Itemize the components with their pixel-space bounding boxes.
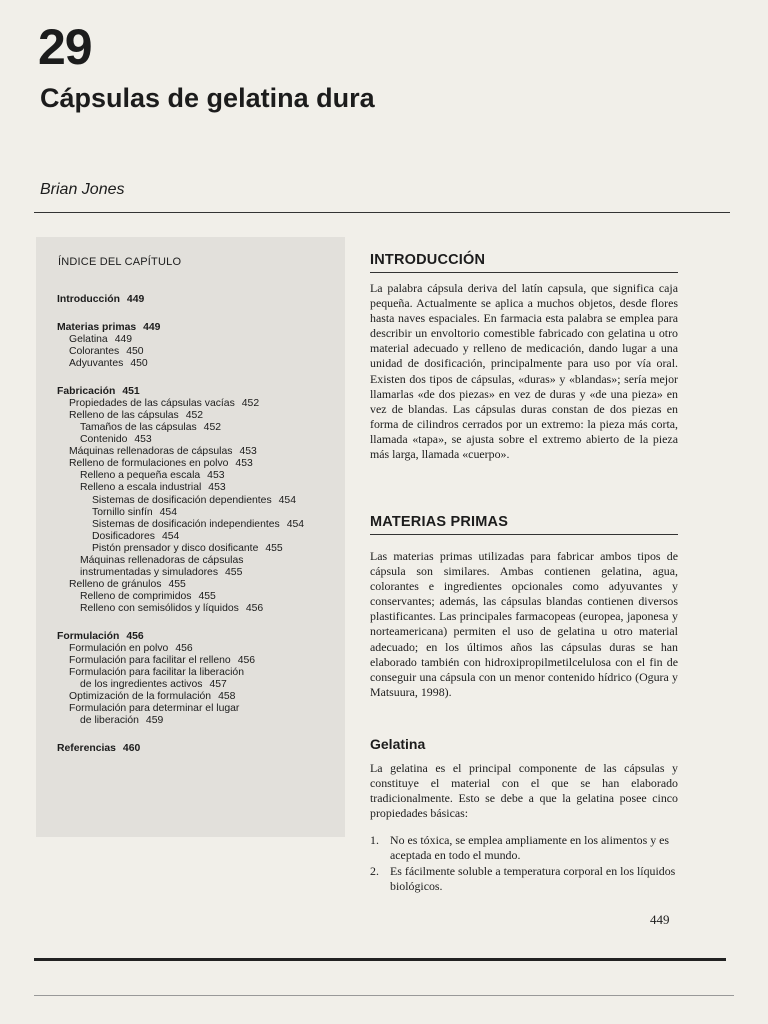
chapter-index-entry: de los ingredientes activos 457 <box>80 679 227 690</box>
list-item: 1. No es tóxica, se emplea ampliamente en los alimentos y es aceptada en todo el mundo. <box>370 833 670 863</box>
chapter-index-entry: Adyuvantes 450 <box>69 358 148 369</box>
chapter-index-entry: Relleno de formulaciones en polvo 453 <box>69 458 253 469</box>
intro-paragraph: La palabra cápsula deriva del latín capsula, que significa caja pequeña. Actualmente se aplica a muchos objetos, desde flores hasta naves espaciales. En farmacia esta palabra se emplea para describir un envoltorio comestible fabricado con gelatina u otro material adecuado y relleno de medicación, dando lugar a una unidad de dosificación, principalmente para uso por vía oral. Existen dos tipos de cápsulas, «duras» y «blandas»; sería mejor llamarlas «de dos piezas» en vez de duras y «de una pieza» en vez de blandas. Las cápsulas duras constan de dos piezas en forma de cilindros cerrados por un extremo: la pieza más corta, llamada «tapa», se ajusta sobre el extremo abierto de la pieza más larga, llamada «cuerpo». <box>370 281 678 462</box>
chapter-index-entry: Referencias 460 <box>57 743 141 754</box>
header-divider <box>34 212 730 213</box>
chapter-index-entry: Materias primas 449 <box>57 322 161 333</box>
chapter-index-entry: Relleno con semisólidos y líquidos 456 <box>80 603 264 614</box>
chapter-index-entry: instrumentadas y simuladores 455 <box>80 567 243 578</box>
gelatina-paragraph: La gelatina es el principal componente de las cápsulas y constituye el material con el que se han elaborado tradicionalmente. Esto se debe a que la gelatina posee cinco propiedades básicas: <box>370 761 678 821</box>
chapter-index-entry: Máquinas rellenadoras de cápsulas 453 <box>69 446 257 457</box>
list-item: 2. Es fácilmente soluble a temperatura corporal en los líquidos biológicos. <box>370 864 676 894</box>
chapter-index-entry: Introducción 449 <box>57 294 145 305</box>
chapter-index-entry: Contenido 453 <box>80 434 152 445</box>
chapter-index-entry: Optimización de la formulación 458 <box>69 691 236 702</box>
chapter-index-entry: Pistón prensador y disco dosificante 455 <box>92 543 283 554</box>
gelatina-properties-list <box>370 833 678 895</box>
chapter-index-entry: Relleno de gránulos 455 <box>69 579 186 590</box>
author-name: Brian Jones <box>40 181 125 198</box>
footer-divider <box>34 958 726 961</box>
page-edge-line <box>34 995 734 996</box>
chapter-index-entry: Relleno de comprimidos 455 <box>80 591 216 602</box>
chapter-index-entry: Colorantes 450 <box>69 346 144 357</box>
chapter-index-entry: Relleno a pequeña escala 453 <box>80 470 225 481</box>
chapter-index-entry: Sistemas de dosificación dependientes 454 <box>92 495 296 506</box>
chapter-index-entry: Fabricación 451 <box>57 386 140 397</box>
chapter-index-entry: Máquinas rellenadoras de cápsulas <box>80 555 244 566</box>
chapter-index-entry: Tornillo sinfín 454 <box>92 507 177 518</box>
chapter-index-panel <box>36 237 345 837</box>
materias-paragraph: Las materias primas utilizadas para fabricar ambos tipos de cápsula son similares. Ambas contienen gelatina, agua, colorantes e ingredientes opcionales como adyuvantes y conservantes; además, las cápsulas blandas contienen diversos plastificantes. Las principales farmacopeas (europea, japonesa y norteamericana) permiten el uso de gelatina u otro material adecuado; en los últimos años las cápsulas duras se han elaborado también con hidroxipropilmetilcelulosa con el fin de conseguir una cápsula con un menor contenido hídrico (Ogura y Matsuura, 1998). <box>370 549 678 699</box>
chapter-index-entry: de liberación 459 <box>80 715 164 726</box>
chapter-index-entry: Tamaños de las cápsulas 452 <box>80 422 222 433</box>
chapter-index-entry: Relleno de las cápsulas 452 <box>69 410 204 421</box>
chapter-index-entry: Formulación 456 <box>57 631 144 642</box>
chapter-number: 29 <box>38 19 92 75</box>
chapter-index-entry: Formulación para facilitar el relleno 456 <box>69 655 256 666</box>
chapter-index-entry: Relleno a escala industrial 453 <box>80 482 226 493</box>
chapter-index-entry: Formulación para determinar el lugar <box>69 703 240 714</box>
chapter-index-entry: Dosificadores 454 <box>92 531 180 542</box>
chapter-index-heading: ÍNDICE DEL CAPÍTULO <box>58 256 182 268</box>
page-number: 449 <box>650 912 670 927</box>
section-heading-introduccion: INTRODUCCIÓN <box>370 252 678 273</box>
chapter-title: Cápsulas de gelatina dura <box>40 83 375 113</box>
chapter-index-entry: Propiedades de las cápsulas vacías 452 <box>69 398 260 409</box>
chapter-index-entry: Formulación para facilitar la liberación <box>69 667 244 678</box>
section-heading-materias-primas: MATERIAS PRIMAS <box>370 514 678 535</box>
chapter-index-entry: Gelatina 449 <box>69 334 133 345</box>
chapter-index-entry: Formulación en polvo 456 <box>69 643 193 654</box>
chapter-index-entry: Sistemas de dosificación independientes 454 <box>92 519 305 530</box>
subsection-heading-gelatina: Gelatina <box>370 736 426 752</box>
